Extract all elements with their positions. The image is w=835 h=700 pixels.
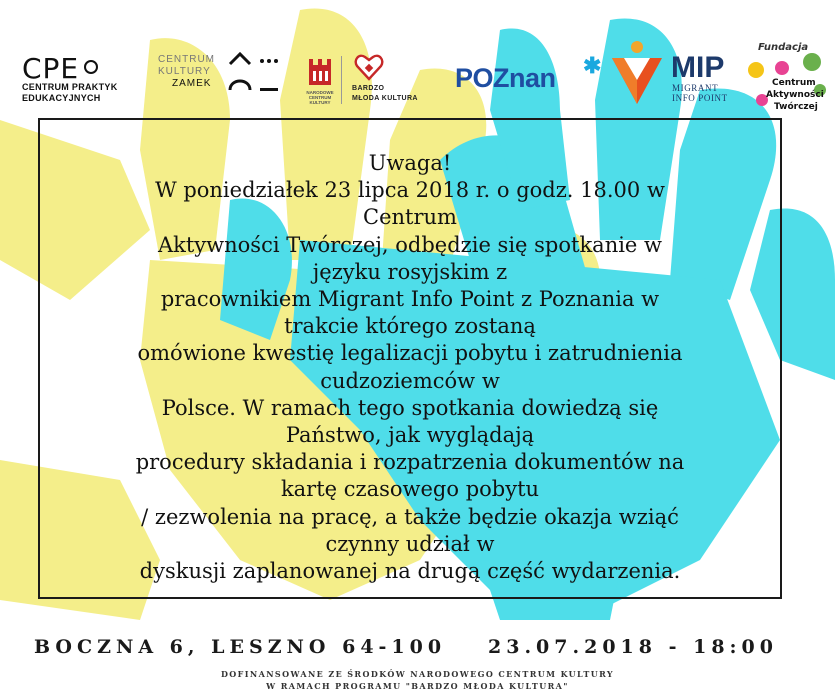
message-line: W poniedziałek 23 lipca 2018 r. o godz. 18.00 w — [155, 178, 665, 203]
logo-divider — [341, 56, 342, 104]
message-line: Polsce. W ramach tego spotkania dowiedzą się — [161, 395, 659, 420]
message-line: kartę czasowego pobytu — [280, 477, 540, 502]
nck-name: NARODOWE CENTRUM KULTURY — [306, 90, 334, 105]
message-line: dyskusji zaplanowanej na drugą część wydarzenia. — [139, 559, 681, 584]
message-line: trakcie którego zostaną — [284, 314, 536, 339]
message-line: procedury składania i rozpatrzenia dokumentów na — [135, 450, 685, 475]
star-icon: ✱ — [583, 53, 601, 78]
message-line: cudzoziemców w — [320, 368, 500, 393]
funding-note-line1: DOFINANSOWANE ZE ŚRODKÓW NARODOWEGO CENTRUM KULTURY — [220, 669, 615, 679]
bardzo-mloda-kultura-name: BARDZO MŁODA KULTURA — [352, 85, 418, 102]
ck-zamek-logo: CENTRUM KULTURY ZAMEK — [158, 54, 215, 89]
cpe-ring-icon — [84, 60, 98, 74]
funding-note-line2: W RAMACH PROGRAMU "BARDZO MŁODA KULTURA" — [266, 681, 569, 691]
event-address: BOCZNA 6, LESZNO 64-100 — [34, 636, 447, 658]
event-datetime: 23.07.2018 - 18:00 — [488, 636, 779, 658]
cpe-logo: CPE — [22, 52, 80, 85]
mip-logo: MIP — [671, 51, 725, 84]
message-line: czynny udział w — [325, 531, 495, 556]
cpe-name: CENTRUM PRAKTYK EDUKACYJNYCH — [22, 82, 118, 103]
heart-icon — [354, 52, 384, 82]
message-line: / zezwolenia na pracę, a także będzie okazja wziąć — [141, 504, 679, 529]
fundacja-logo: Fundacja Centrum Aktywności Twórczej — [742, 40, 832, 118]
nck-icon — [307, 55, 333, 89]
announcement-text — [40, 150, 780, 585]
ck-zamek-mark-icon — [228, 46, 288, 96]
message-line: Aktywności Twórczej, odbędzie się spotkanie w — [157, 232, 663, 257]
message-line: omówione kwestię legalizacji pobytu i zatrudnienia — [137, 341, 683, 366]
mip-triangle-icon — [610, 40, 665, 106]
logo-strip — [0, 0, 835, 118]
mip-subtitle: MIGRANT INFO POINT — [672, 83, 728, 103]
message-line: Państwo, jak wyglądają — [285, 423, 535, 448]
message-line: Centrum — [363, 205, 457, 230]
poznan-logo: POZnan ✱ — [455, 53, 601, 93]
message-line: języku rosyjskim z — [312, 259, 508, 284]
message-line: Uwaga! — [368, 151, 452, 175]
message-line: pracownikiem Migrant Info Point z Poznania w — [160, 287, 660, 312]
